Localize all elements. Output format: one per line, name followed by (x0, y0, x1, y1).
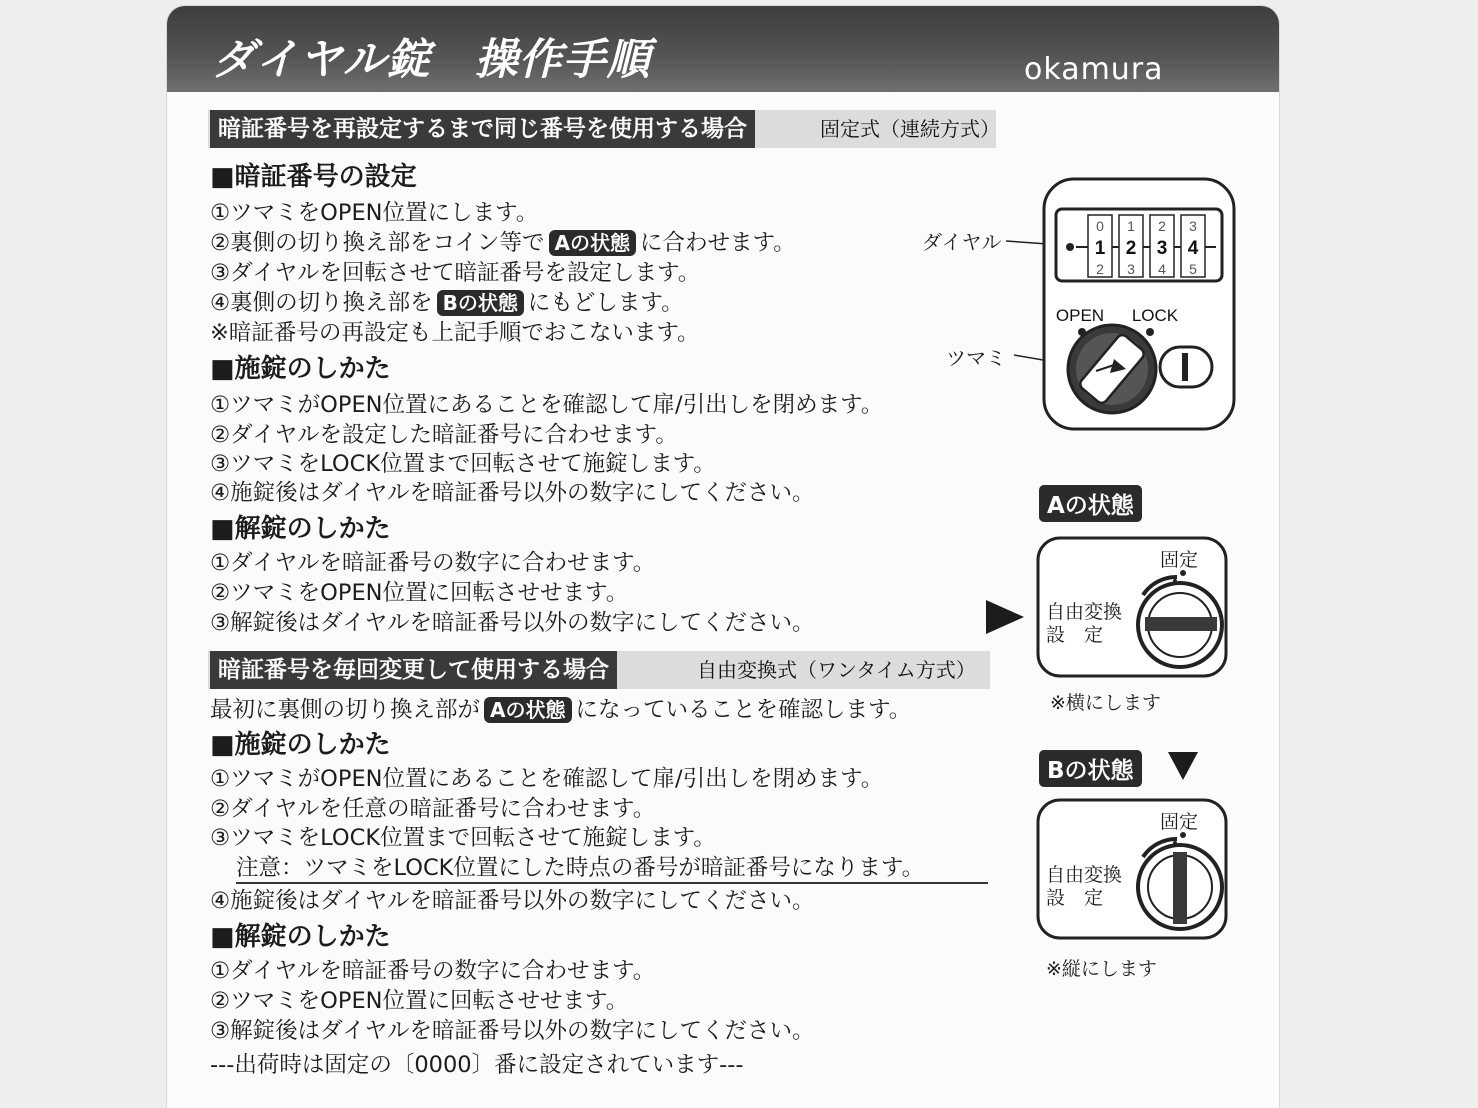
dial-digit-top-2: 1 (1127, 218, 1135, 234)
setup-step-4 (210, 288, 684, 318)
dial-digit-mid-4: 4 (1187, 238, 1199, 259)
state-a-note: ※横にします (1050, 692, 1161, 714)
state-b-setting: 設 定 (1046, 887, 1104, 909)
section2-intro (210, 695, 911, 725)
intro-post: になっていることを確認します。 (575, 697, 912, 723)
setup-step-2-pre: ②裏側の切り換え部をコイン等で (210, 230, 545, 256)
caution-underline (236, 882, 988, 884)
lock-step-2: ②ダイヤルを設定した暗証番号に合わせます。 (210, 422, 678, 448)
page-title: ダイヤル錠 操作手順 (212, 35, 651, 85)
setup-step-1: ①ツマミをOPEN位置にします。 (210, 200, 539, 226)
state-a-label: Aの状態 (1039, 485, 1142, 522)
unlock-heading-2: ■解錠のしかた (210, 922, 391, 952)
open-label: OPEN (1055, 306, 1105, 325)
lock2-step-4: ④施錠後はダイヤルを暗証番号以外の数字にしてください。 (210, 888, 815, 914)
setup-step-4-pre: ④裏側の切り換え部を (210, 290, 433, 316)
unlock-step-1: ①ダイヤルを暗証番号の数字に合わせます。 (210, 550, 656, 576)
state-b-down-arrow (1168, 752, 1198, 782)
setup-step-2 (210, 228, 796, 258)
brand-logo: okamura (1024, 52, 1164, 87)
intro-pre: 最初に裏側の切り換え部が (210, 697, 481, 723)
lock-diagram (1000, 175, 1240, 435)
dial-digit-mid-1: 1 (1094, 238, 1106, 259)
lock2-caution: 注意：ツマミをLOCK位置にした時点の番号が暗証番号になります。 (236, 855, 925, 881)
dial-digit-bot-1: 2 (1096, 261, 1104, 277)
section2-heading: 暗証番号を毎回変更して使用する場合 (210, 651, 617, 689)
state-b-free: 自由変換 (1046, 864, 1123, 886)
unlock-step-2: ②ツマミをOPEN位置に回転させせます。 (210, 580, 629, 606)
setup-heading: ■暗証番号の設定 (210, 162, 417, 192)
lock-step-1: ①ツマミがOPEN位置にあることを確認して扉/引出しを閉めます。 (210, 392, 884, 418)
dial-digit-bot-2: 3 (1127, 261, 1135, 277)
dial-digit-top-3: 2 (1158, 218, 1166, 234)
unlock-step-3: ③解錠後はダイヤルを暗証番号以外の数字にしてください。 (210, 610, 815, 636)
state-b-badge: Bの状態 (437, 290, 524, 316)
state-a-free: 自由変換 (1046, 601, 1123, 623)
dial-label: ダイヤル (922, 230, 1002, 254)
section1-tag: 固定式（連続方式） (820, 117, 1000, 141)
dial-digit-bot-3: 4 (1158, 261, 1166, 277)
dial-digit-bot-4: 5 (1189, 261, 1197, 277)
lock2-step-2: ②ダイヤルを任意の暗証番号に合わせます。 (210, 796, 656, 822)
unlock2-step-1: ①ダイヤルを暗証番号の数字に合わせます。 (210, 958, 656, 984)
state-a-badge: Aの状態 (549, 230, 636, 256)
lock-step-3: ③ツマミをLOCK位置まで回転させて施錠します。 (210, 451, 716, 477)
state-b-label: Bの状態 (1039, 750, 1142, 787)
setup-step-2-post: に合わせます。 (639, 230, 796, 256)
state-b-note: ※縦にします (1046, 958, 1157, 980)
dial-digit-mid-2: 2 (1125, 238, 1137, 259)
state-b-fixed: 固定 (1160, 811, 1199, 833)
state-a-play-arrow (986, 600, 1026, 634)
lock2-step-1: ①ツマミがOPEN位置にあることを確認して扉/引出しを閉めます。 (210, 766, 884, 792)
lock-heading-1: ■施錠のしかた (210, 354, 391, 384)
setup-note: ※暗証番号の再設定も上記手順でおこないます。 (210, 320, 700, 346)
lock-step-4: ④施錠後はダイヤルを暗証番号以外の数字にしてください。 (210, 480, 815, 506)
dial-digit-mid-3: 3 (1156, 238, 1168, 259)
state-a-setting: 設 定 (1046, 624, 1104, 646)
unlock2-step-2: ②ツマミをOPEN位置に回転させせます。 (210, 988, 629, 1014)
section1-heading: 暗証番号を再設定するまで同じ番号を使用する場合 (210, 110, 755, 148)
intro-state-a-badge: Aの状態 (484, 697, 571, 723)
lock2-step-3: ③ツマミをLOCK位置まで回転させて施錠します。 (210, 825, 716, 851)
unlock2-step-3: ③解錠後はダイヤルを暗証番号以外の数字にしてください。 (210, 1018, 815, 1044)
state-a-fixed: 固定 (1160, 549, 1199, 571)
knob-label: ツマミ (946, 346, 1006, 370)
section2-tag: 自由変換式（ワンタイム方式） (697, 658, 976, 682)
shipping-note: ---出荷時は固定の〔0000〕番に設定されています--- (210, 1052, 744, 1078)
dial-digit-top-4: 3 (1189, 218, 1197, 234)
dial-digit-top-1: 0 (1096, 218, 1104, 234)
setup-step-4-post: にもどします。 (527, 290, 684, 316)
lock-heading-2: ■施錠のしかた (210, 730, 391, 760)
setup-step-3: ③ダイヤルを回転させて暗証番号を設定します。 (210, 260, 701, 286)
unlock-heading-1: ■解錠のしかた (210, 514, 391, 544)
lock-label: LOCK (1131, 306, 1179, 325)
